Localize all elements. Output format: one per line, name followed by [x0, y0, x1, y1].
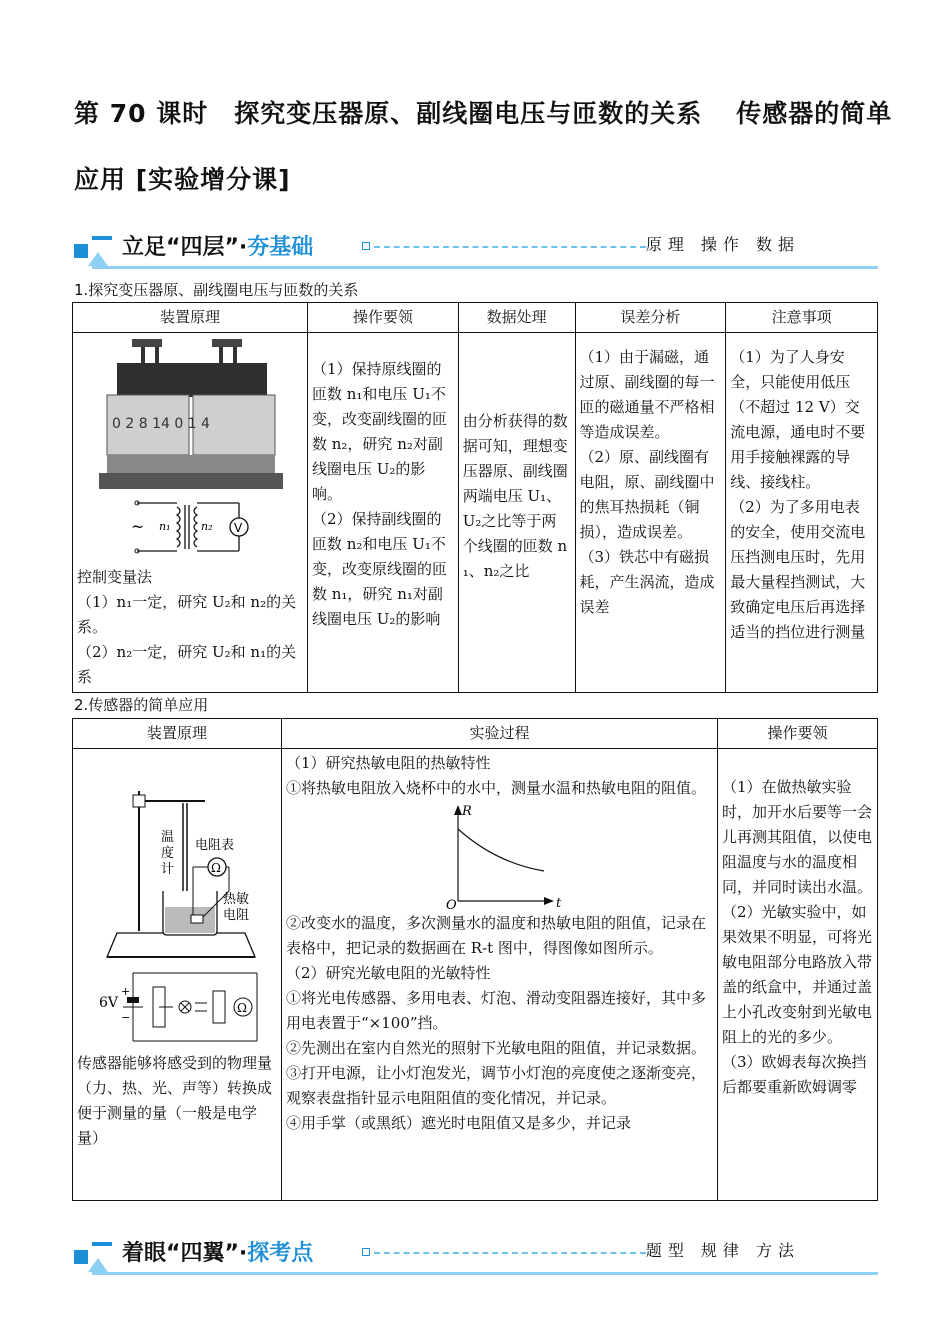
banner-dot-icon	[362, 242, 370, 250]
title-part-a: 第 70 课时 探究变压器原、副线圈电压与匝数的关系	[74, 99, 703, 128]
banner-square-icon	[74, 1250, 88, 1264]
ohmmeter-label: 电阻表	[195, 838, 235, 853]
header-cell: 装置原理	[73, 303, 308, 333]
error-analysis-cell: （1）由于漏磁，通过原、副线圈的每一匝的磁通量不严格相等造成误差。 （2）原、副线圈有电阻，原、副线圈中的焦耳热损耗（铜损），造成误差。 （3）铁芯中有磁损耗，产生涡流，造成误差	[575, 333, 726, 693]
n1-label: n₁	[159, 520, 171, 533]
principle-cell	[73, 333, 308, 693]
transformer-figure	[77, 335, 302, 565]
page-subtitle: 应用 [实验增分课]	[74, 165, 291, 194]
svg-text:Ω: Ω	[237, 1001, 247, 1015]
thermometer-label: 温度计	[161, 830, 175, 877]
header-cell: 操作要领	[307, 303, 458, 333]
svg-text:Ω: Ω	[211, 861, 221, 875]
thermistor-figure	[77, 751, 277, 1051]
svg-text:−: −	[121, 1011, 131, 1024]
svg-text:V: V	[234, 521, 243, 535]
x-axis-label: t	[556, 896, 562, 911]
header-cell: 操作要领	[717, 719, 877, 749]
origin-label: O	[446, 898, 457, 911]
header-cell: 数据处理	[458, 303, 575, 333]
banner-dot-icon	[362, 1248, 370, 1256]
section2-heading: 2.传感器的简单应用	[74, 696, 209, 714]
sensor-principle-text: 传感器能够将感受到的物理量（力、热、光、声等）转换成便于测量的量（一般是电学量）	[77, 1054, 273, 1147]
banner-dash	[374, 1252, 646, 1254]
transformer-table	[72, 302, 878, 693]
data-processing-cell: 由分析获得的数据可知，理想变压器原、副线圈两端电压 U₁、U₂之比等于两个线圈的匝数 n₁、n₂之比	[458, 333, 575, 693]
coil-scale-numbers: 0 2 8 14 0 1 4	[112, 416, 210, 432]
notes-cell: （1）为了人身安全，只能使用低压（不超过 12 V）交流电源，通电时不要用手接触裸露的导线、接线柱。 （2）为了多用电表的安全，使用交流电压挡测电压时，先用最大量程挡测试，大致确定电压后再选择适当的挡位进行测量	[726, 333, 878, 693]
banner-dash	[374, 246, 646, 248]
banner-right-text: 原理 操作 数据	[645, 235, 800, 254]
ac-source-icon: ~	[131, 517, 145, 536]
banner-bar-icon	[92, 236, 112, 240]
banner-triangle-icon	[88, 252, 108, 266]
banner-bar-icon	[92, 1242, 112, 1246]
section1-heading: 1.探究变压器原、副线圈电压与匝数的关系	[74, 281, 359, 299]
header-cell: 注意事项	[726, 303, 878, 333]
banner-baseline	[92, 1272, 878, 1275]
n2-label: n₂	[201, 520, 213, 533]
operation-cell: （1）保持原线圈的匝数 n₁和电压 U₁不变，改变副线圈的匝数 n₂，研究 n₂对副线圈电压 U₂的影响。 （2）保持副线圈的匝数 n₂和电压 U₁不变，改变原线圈的匝数 n₁，研究 n₁对副线圈电压 U₂的影响	[307, 333, 458, 693]
banner-exam-points	[74, 1236, 878, 1276]
r-t-curve	[458, 829, 544, 871]
banner-label: 着眼“四翼”·探考点	[122, 1241, 314, 1266]
page-title	[74, 94, 892, 130]
principle-text: 控制变量法 （1）n₁一定，研究 U₂和 n₂的关系。 （2）n₂一定，研究 U₂和 n₁的关系	[77, 568, 297, 686]
voltage-label: 6V	[99, 995, 119, 1011]
banner-triangle-icon	[88, 1258, 108, 1272]
r-t-graph	[286, 801, 706, 911]
thermistor-label: 热敏电阻	[223, 892, 250, 923]
header-cell: 装置原理	[73, 719, 282, 749]
banner-baseline	[92, 266, 878, 269]
svg-text:+: +	[121, 985, 131, 998]
title-part-b: 传感器的简单	[736, 99, 893, 128]
banner-right-text: 题型 规律 方法	[645, 1241, 800, 1260]
header-cell: 误差分析	[575, 303, 726, 333]
header-cell: 实验过程	[282, 719, 718, 749]
banner-square-icon	[74, 244, 88, 258]
y-axis-label: R	[462, 804, 472, 819]
banner-basics	[74, 230, 878, 270]
sensor-principle-cell	[73, 749, 282, 1201]
process-cell: （1）研究热敏电阻的热敏特性 ①将热敏电阻放入烧杯中的水中，测量水温和热敏电阻的阻值。 R t O ②改变水的温度，多次测量水的温度和热敏电阻的阻值，记录在表格中，把记录的数据画在 R-t 图中，得图像如图所示。 （2）研究光敏电阻的光敏特性 ①将光电传感器、多用电表、灯泡、滑动变阻器连接好，其中多用电表置于“×100”挡。 ②先测出在室内自然光的照射下光敏电阻的阻值，并记录数据。 ③打开电源，让小灯泡发光，调节小灯泡的亮度使之逐渐变亮，观察表盘指针显示电阻阻值的变化情况，并记录。 ④用手掌（或黑纸）遮光时电阻值又是多少，并记录	[282, 749, 718, 1201]
key-points-cell: （1）在做热敏实验时，加开水后要等一会儿再测其阻值，以使电阻温度与水的温度相同，并同时读出水温。 （2）光敏实验中，如果效果不明显，可将光敏电阻部分电路放入带盖的纸盒中，并通过盖上小孔改变射到光敏电阻上的光的多少。 （3）欧姆表每次换挡后都要重新欧姆调零	[717, 749, 877, 1201]
banner-label: 立足“四层”·夯基础	[122, 235, 314, 260]
sensor-table	[72, 718, 878, 1201]
